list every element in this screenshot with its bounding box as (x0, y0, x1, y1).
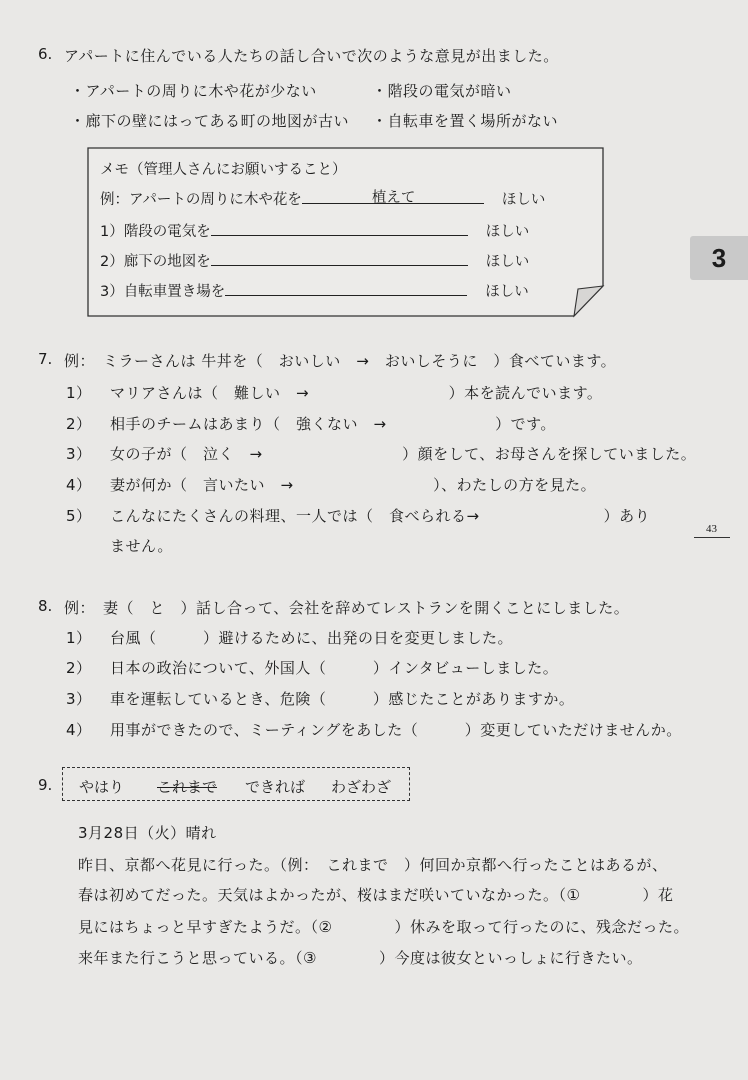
q8-item-4: 用事ができたので、ミーティングをあした（ ）変更していただけませんか。 (110, 721, 682, 739)
memo-example-label: 例：アパートの周りに木や花を (100, 192, 302, 208)
q9-word-box (62, 767, 410, 801)
q8-item-2: 日本の政治について、外国人（ ）インタビューしました。 (110, 659, 559, 677)
q7-item-5: こんなにたくさんの料理、一人では（ 食べられる→ ）あり (110, 507, 651, 525)
q9-line-3: 見にはちょっと早すぎたようだ。（② ）休みを取って行ったのに、残念だった。 (78, 918, 689, 936)
q8-item-2-num: 2） (66, 659, 92, 677)
q9-date: 3月28日（火）晴れ (78, 824, 217, 842)
q7-item-3-num: 3） (66, 445, 92, 463)
q6-bullet-3: ・廊下の壁にはってある町の地図が古い (70, 112, 350, 130)
chapter-tab: 3 (690, 236, 748, 280)
q7-item-1: マリアさんは（ 難しい → ）本を読んでいます。 (110, 384, 603, 402)
memo-item-3-blank (225, 281, 467, 296)
q7-item-1-num: 1） (66, 384, 92, 402)
memo-item-1-suffix: ほしい (485, 224, 530, 240)
q8-item-3: 車を運転しているとき、危険（ ）感じたことがありますか。 (110, 690, 575, 708)
q9-option-3: できれば (245, 778, 306, 796)
q8-item-3-num: 3） (66, 690, 92, 708)
memo-example-blank (302, 189, 484, 204)
memo-item-1-blank (211, 221, 468, 236)
memo-item-2 (100, 250, 529, 271)
memo-suffix: ほしい (501, 192, 546, 208)
q9-line-1: 昨日、京都へ花見に行った。（例： これまで ）何回か京都へ行ったことはあるが、 (78, 856, 668, 874)
q9-line-2: 春は初めてだった。天気はよかったが、桜はまだ咲いていなかった。（① ）花 (78, 886, 674, 904)
memo-example-answer: 植えて (371, 190, 416, 206)
memo-item-1-label: 1）階段の電気を (100, 224, 211, 240)
page-number-rule (694, 537, 730, 538)
q9-line-4: 来年また行こうと思っている。（③ ）今度は彼女といっしょに行きたい。 (78, 949, 643, 967)
q7-number: 7. (38, 350, 53, 368)
memo-card (86, 146, 606, 318)
q7-item-2-num: 2） (66, 415, 92, 433)
memo-item-3 (100, 280, 529, 301)
memo-item-2-label: 2）廊下の地図を (100, 254, 211, 270)
memo-item-3-suffix: ほしい (485, 284, 529, 300)
q8-number: 8. (38, 597, 53, 615)
q6-number: 6. (38, 45, 53, 63)
q6-bullet-2: ・階段の電気が暗い (372, 82, 512, 100)
q7-item-4-num: 4） (66, 476, 92, 494)
memo-item-2-suffix: ほしい (485, 254, 530, 270)
memo-title: メモ（管理人さんにお願いすること） (100, 162, 347, 178)
memo-item-2-blank (211, 251, 468, 266)
q7-item-5-cont: ません。 (110, 537, 173, 555)
q8-example: 例： 妻（ と ）話し合って、会社を辞めてレストランを開くことにしました。 (64, 599, 630, 617)
q8-item-1-num: 1） (66, 629, 92, 647)
q7-example: 例： ミラーさんは 牛丼を（ おいしい → おいしそうに ）食べています。 (64, 352, 617, 370)
q9-option-2: これまで (157, 778, 218, 796)
q9-option-4: わざわざ (331, 778, 392, 796)
q9-option-1: やはり (79, 778, 125, 796)
q6-bullet-4: ・自転車を置く場所がない (372, 112, 559, 130)
q8-item-1: 台風（ ）避けるために、出発の日を変更しました。 (110, 629, 514, 647)
q9-number: 9. (38, 776, 53, 794)
memo-example (100, 188, 545, 209)
q6-prompt: アパートに住んでいる人たちの話し合いで次のような意見が出ました。 (64, 47, 559, 65)
page-number: 43 (706, 523, 717, 535)
q7-item-5-num: 5） (66, 507, 92, 525)
q7-item-4: 妻が何か（ 言いたい → ）、わたしの方を見た。 (110, 476, 597, 494)
q6-bullet-1: ・アパートの周りに木や花が少ない (70, 82, 317, 100)
q7-item-3: 女の子が（ 泣く → ）顔をして、お母さんを探していました。 (110, 445, 697, 463)
memo-item-3-label: 3）自転車置き場を (100, 284, 226, 300)
q8-item-4-num: 4） (66, 721, 92, 739)
q7-item-2: 相手のチームはあまり（ 強くない → ）です。 (110, 415, 556, 433)
memo-item-1 (100, 220, 529, 241)
